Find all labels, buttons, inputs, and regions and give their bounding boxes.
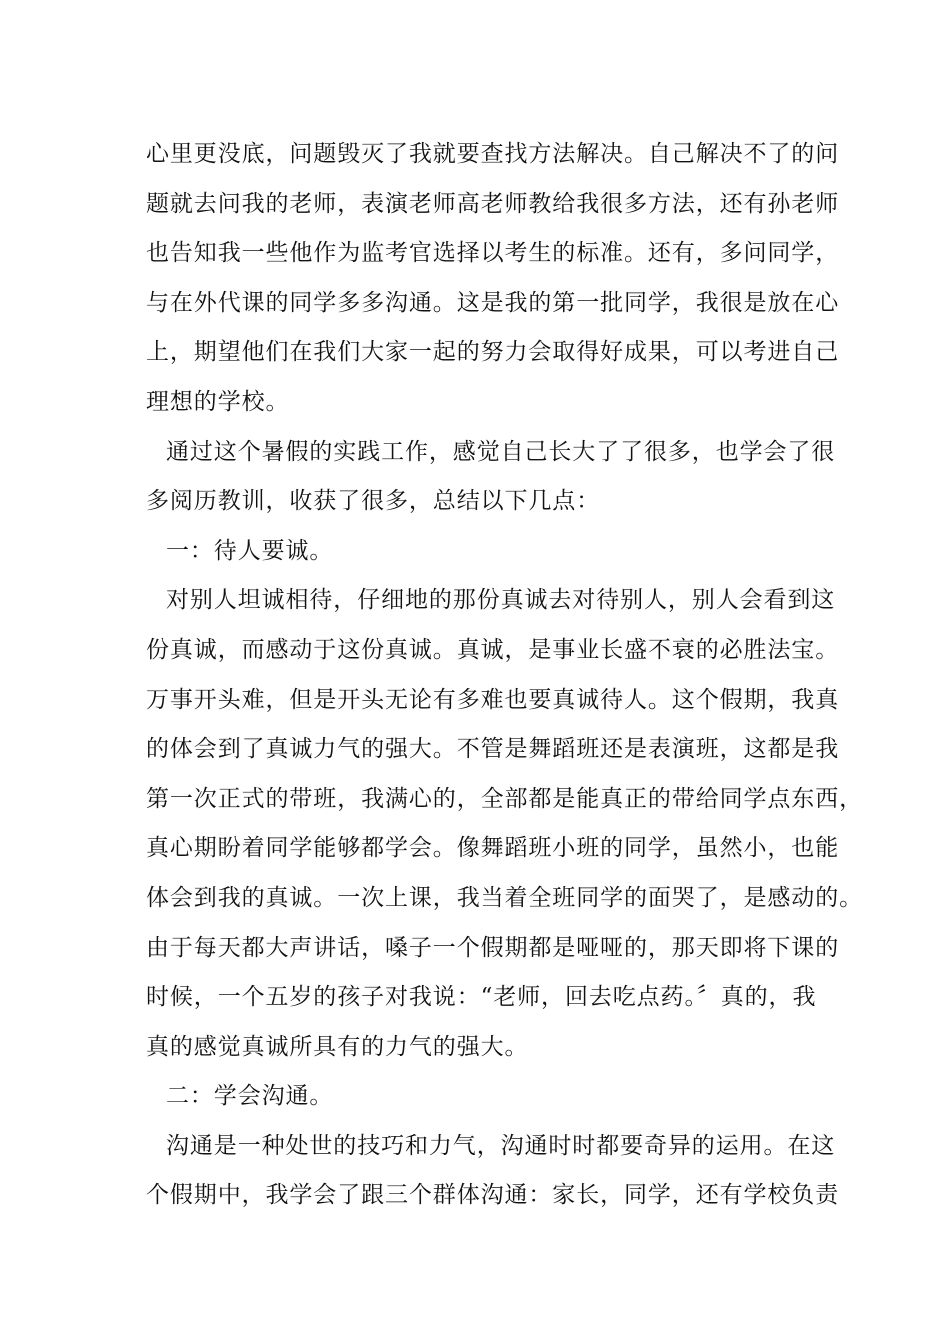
section-heading: 一：待人要诚。 xyxy=(166,537,334,564)
text-line: 由于每天都大声讲话，嗓子一个假期都是哑哑的，那天即将下课的 xyxy=(146,934,840,961)
paragraph-start-line: 对别人坦诚相待，仔细地的那份真诚去对待别人，别人会看到这 xyxy=(166,587,836,614)
text-line: 时候，一个五岁的孩子对我说：“老师，回去吃点药。〞真的，我 xyxy=(146,984,817,1011)
paragraph-start-line: 通过这个暑假的实践工作，感觉自己长大了了很多，也学会了很 xyxy=(166,438,836,465)
text-line: 与在外代课的同学多多沟通。这是我的第一批同学，我很是放在心 xyxy=(146,289,840,316)
text-line: 的体会到了真诚力气的强大。不管是舞蹈班还是表演班，这都是我 xyxy=(146,736,840,763)
text-line: 多阅历教训，收获了很多，总结以下几点： xyxy=(146,488,601,515)
section-heading: 二：学会沟通。 xyxy=(166,1083,334,1110)
text-line: 心里更没底，问题毁灭了我就要查找方法解决。自己解决不了的问 xyxy=(146,141,840,167)
text-line: 题就去问我的老师，表演老师高老师教给我很多方法，还有孙老师 xyxy=(146,190,840,217)
text-line: 上，期望他们在我们大家一起的努力会取得好成果，可以考进自己 xyxy=(146,339,840,366)
text-line: 第一次正式的带班，我满心的，全部都是能真正的带给同学点东西， xyxy=(146,785,863,812)
text-line: 也告知我一些他作为监考官选择以考生的标准。还有，多问同学， xyxy=(146,240,840,267)
text-line: 份真诚，而感动于这份真诚。真诚，是事业长盛不衰的必胜法宝。 xyxy=(146,636,840,663)
text-line: 真的感觉真诚所具有的力气的强大。 xyxy=(146,1033,529,1060)
text-line: 个假期中，我学会了跟三个群体沟通：家长，同学，还有学校负责 xyxy=(146,1182,840,1209)
text-line: 真心期盼着同学能够都学会。像舞蹈班小班的同学，虽然小，也能 xyxy=(146,835,840,862)
body-text xyxy=(146,130,863,1221)
text-line: 体会到我的真诚。一次上课，我当着全班同学的面哭了，是感动的。 xyxy=(146,884,863,911)
paragraph-start-line: 沟通是一种处世的技巧和力气，沟通时时都要奇异的运用。在这 xyxy=(166,1132,836,1159)
text-line: 万事开头难，但是开头无论有多难也要真诚待人。这个假期，我真 xyxy=(146,686,840,713)
text-line: 理想的学校。 xyxy=(146,388,290,415)
